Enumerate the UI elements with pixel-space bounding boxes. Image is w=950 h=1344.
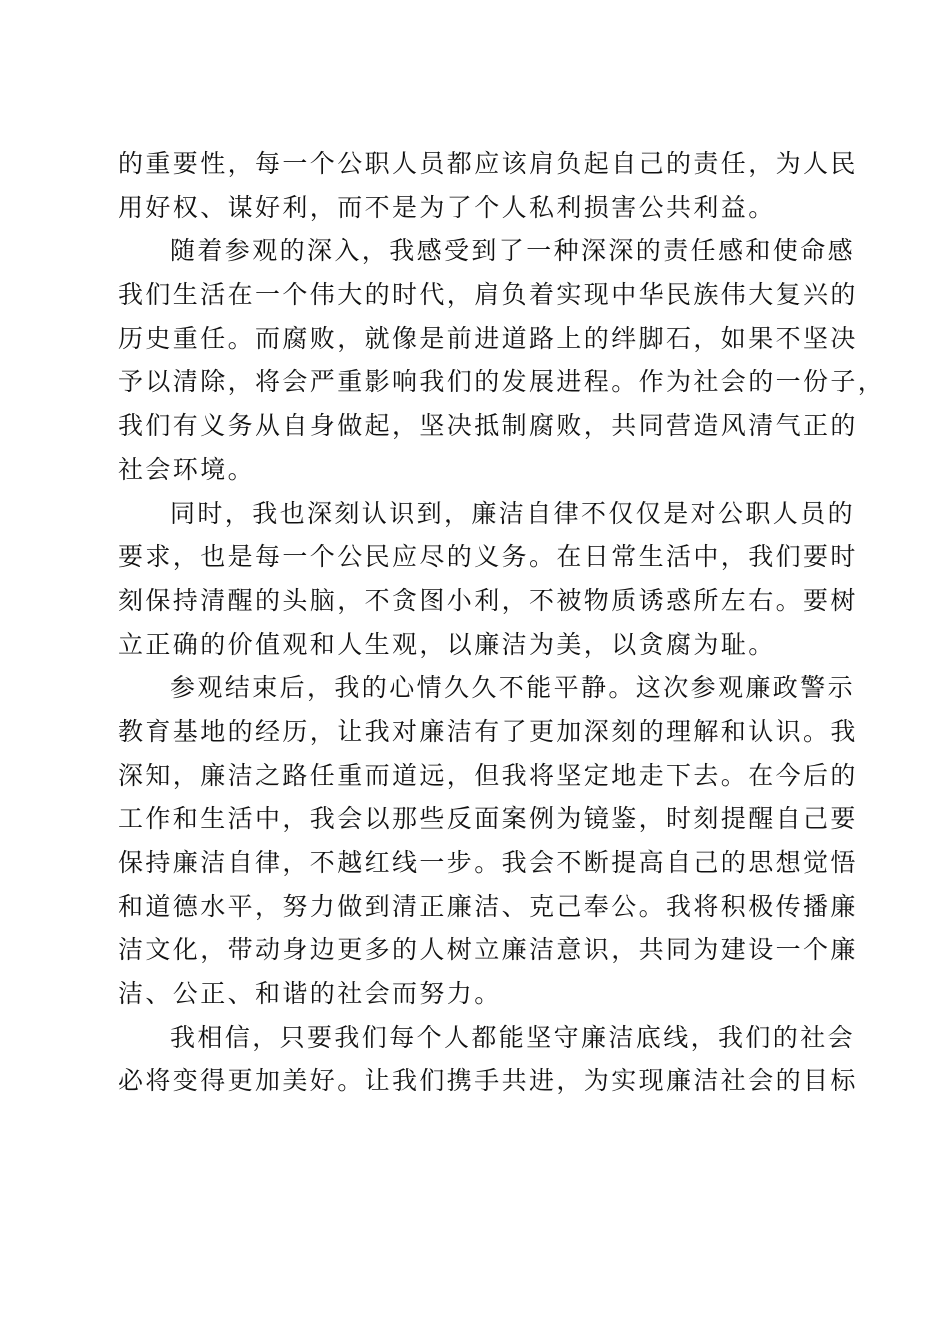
text-line: 和道德水平，努力做到清正廉洁、克己奉公。我将积极传播廉 [118,891,858,921]
text-line: 社会环境。 [118,454,256,484]
text-line: 深知，廉洁之路任重而道远，但我将坚定地走下去。在今后的 [118,760,858,790]
text-line: 我们生活在一个伟大的时代，肩负着实现中华民族伟大复兴的 [118,280,858,310]
text-line: 保持廉洁自律，不越红线一步。我会不断提高自己的思想觉悟 [118,848,858,877]
text-line: 洁文化，带动身边更多的人树立廉洁意识，共同为建设一个廉 [118,935,858,965]
paragraph-first-line: 随着参观的深入，我感受到了一种深深的责任感和使命感 [170,236,856,266]
text-line: 立正确的价值观和人生观，以廉洁为美，以贪腐为耻。 [118,629,776,659]
paragraph-first-line: 同时，我也深刻认识到，廉洁自律不仅仅是对公职人员的 [170,498,856,528]
text-line: 的重要性，每一个公职人员都应该肩负起自己的责任，为人民 [118,149,858,178]
text-line: 予以清除，将会严重影响我们的发展进程。作为社会的一份子， [118,367,886,397]
text-line: 我们有义务从自身做起，坚决抵制腐败，共同营造风清气正的 [118,411,858,441]
paragraph-first-line: 我相信，只要我们每个人都能坚守廉洁底线，我们的社会 [170,1022,856,1052]
text-line: 刻保持清醒的头脑，不贪图小利，不被物质诱惑所左右。要树 [118,585,858,615]
text-line: 洁、公正、和谐的社会而努力。 [118,979,502,1009]
text-line: 必将变得更加美好。让我们携手共进，为实现廉洁社会的目标 [118,1066,858,1096]
text-line: 工作和生活中，我会以那些反面案例为镜鉴，时刻提醒自己要 [118,804,858,834]
text-line: 历史重任。而腐败，就像是前进道路上的绊脚石，如果不坚决 [118,323,858,353]
text-line: 用好权、谋好利，而不是为了个人私利损害公共利益。 [118,192,776,222]
paragraph-first-line: 参观结束后，我的心情久久不能平静。这次参观廉政警示 [170,673,856,703]
document-body [118,142,886,1103]
text-line: 教育基地的经历，让我对廉洁有了更加深刻的理解和认识。我 [118,716,858,746]
text-line: 要求，也是每一个公民应尽的义务。在日常生活中，我们要时 [118,542,858,572]
